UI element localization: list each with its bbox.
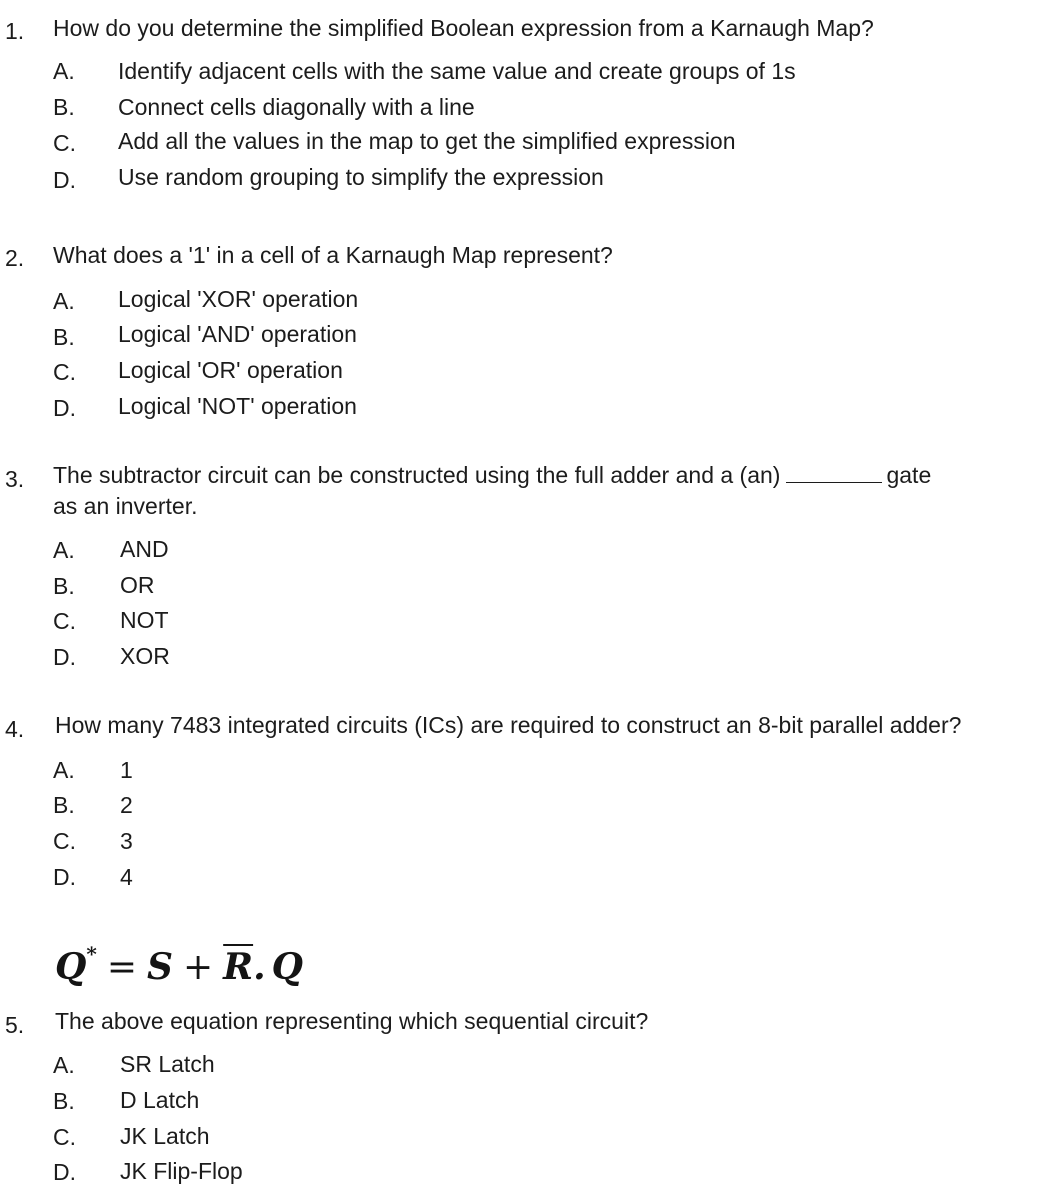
option-letter: A. <box>53 288 75 314</box>
equation-q: Q <box>271 946 303 988</box>
option-letter: D. <box>53 644 76 670</box>
option-letter: C. <box>53 359 76 385</box>
option-text[interactable]: Add all the values in the map to get the simplified expression <box>118 128 736 154</box>
option-text[interactable]: 1 <box>120 757 133 783</box>
option-letter: D. <box>53 395 76 421</box>
option-text[interactable]: Identify adjacent cells with the same value and create groups of 1s <box>118 58 796 84</box>
question-number: 2. <box>5 245 25 271</box>
question-text-before: The subtractor circuit can be constructed using the full adder and a (an) <box>53 462 781 488</box>
option-text[interactable]: JK Flip-Flop <box>120 1158 243 1184</box>
option-text[interactable]: Connect cells diagonally with a line <box>118 94 475 120</box>
equation-plus: + <box>183 947 214 988</box>
option-text[interactable]: NOT <box>120 607 169 633</box>
option-text[interactable]: 3 <box>120 828 133 854</box>
option-letter: C. <box>53 130 76 156</box>
equation-dot: . <box>253 946 266 988</box>
option-text[interactable]: D Latch <box>120 1087 200 1113</box>
option-letter: D. <box>53 167 76 193</box>
question-text: The above equation representing which sequential circuit? <box>55 1008 649 1034</box>
option-text[interactable]: Logical 'AND' operation <box>118 321 357 347</box>
option-text[interactable]: AND <box>120 536 169 562</box>
question-text-line2: as an inverter. <box>53 493 198 519</box>
option-text[interactable]: JK Latch <box>120 1123 210 1149</box>
option-letter: B. <box>53 1088 75 1114</box>
question-number: 1. <box>5 18 25 44</box>
equation-r-bar: $\overline{R}$ <box>223 946 254 988</box>
option-letter: D. <box>53 1159 76 1185</box>
question-text: How do you determine the simplified Boolean expression from a Karnaugh Map? <box>53 15 874 41</box>
question-number: 4. <box>5 716 25 742</box>
option-letter: B. <box>53 573 75 599</box>
question-text <box>53 460 931 491</box>
equation-s: S <box>147 946 173 988</box>
option-text[interactable]: XOR <box>120 643 170 669</box>
question-text: How many 7483 integrated circuits (ICs) are required to construct an 8-bit parallel adder? <box>55 712 962 738</box>
option-text[interactable]: Use random grouping to simplify the expression <box>118 164 604 190</box>
question-text: What does a '1' in a cell of a Karnaugh Map represent? <box>53 242 613 268</box>
option-letter: C. <box>53 828 76 854</box>
option-text[interactable]: Logical 'XOR' operation <box>118 286 359 312</box>
sequential-equation <box>55 937 303 998</box>
option-letter: B. <box>53 324 75 350</box>
option-text[interactable]: OR <box>120 572 155 598</box>
answer-blank <box>786 481 882 483</box>
option-letter: A. <box>53 58 75 84</box>
equation-lhs: Q <box>55 946 87 988</box>
option-letter: A. <box>53 757 75 783</box>
option-text[interactable]: 4 <box>120 864 133 890</box>
option-text[interactable]: Logical 'NOT' operation <box>118 393 357 419</box>
option-letter: B. <box>53 792 75 818</box>
option-letter: A. <box>53 537 75 563</box>
question-number: 3. <box>5 466 25 492</box>
question-text-after: gate <box>886 462 932 488</box>
option-text[interactable]: Logical 'OR' operation <box>118 357 343 383</box>
equation-equals: = <box>106 947 137 988</box>
option-text[interactable]: 2 <box>120 792 133 818</box>
equation-lhs-sup: * <box>86 942 97 966</box>
option-letter: A. <box>53 1052 75 1078</box>
option-letter: B. <box>53 94 75 120</box>
option-letter: C. <box>53 608 76 634</box>
option-letter: D. <box>53 864 76 890</box>
option-text[interactable]: SR Latch <box>120 1051 215 1077</box>
question-number: 5. <box>5 1012 25 1038</box>
option-letter: C. <box>53 1124 76 1150</box>
